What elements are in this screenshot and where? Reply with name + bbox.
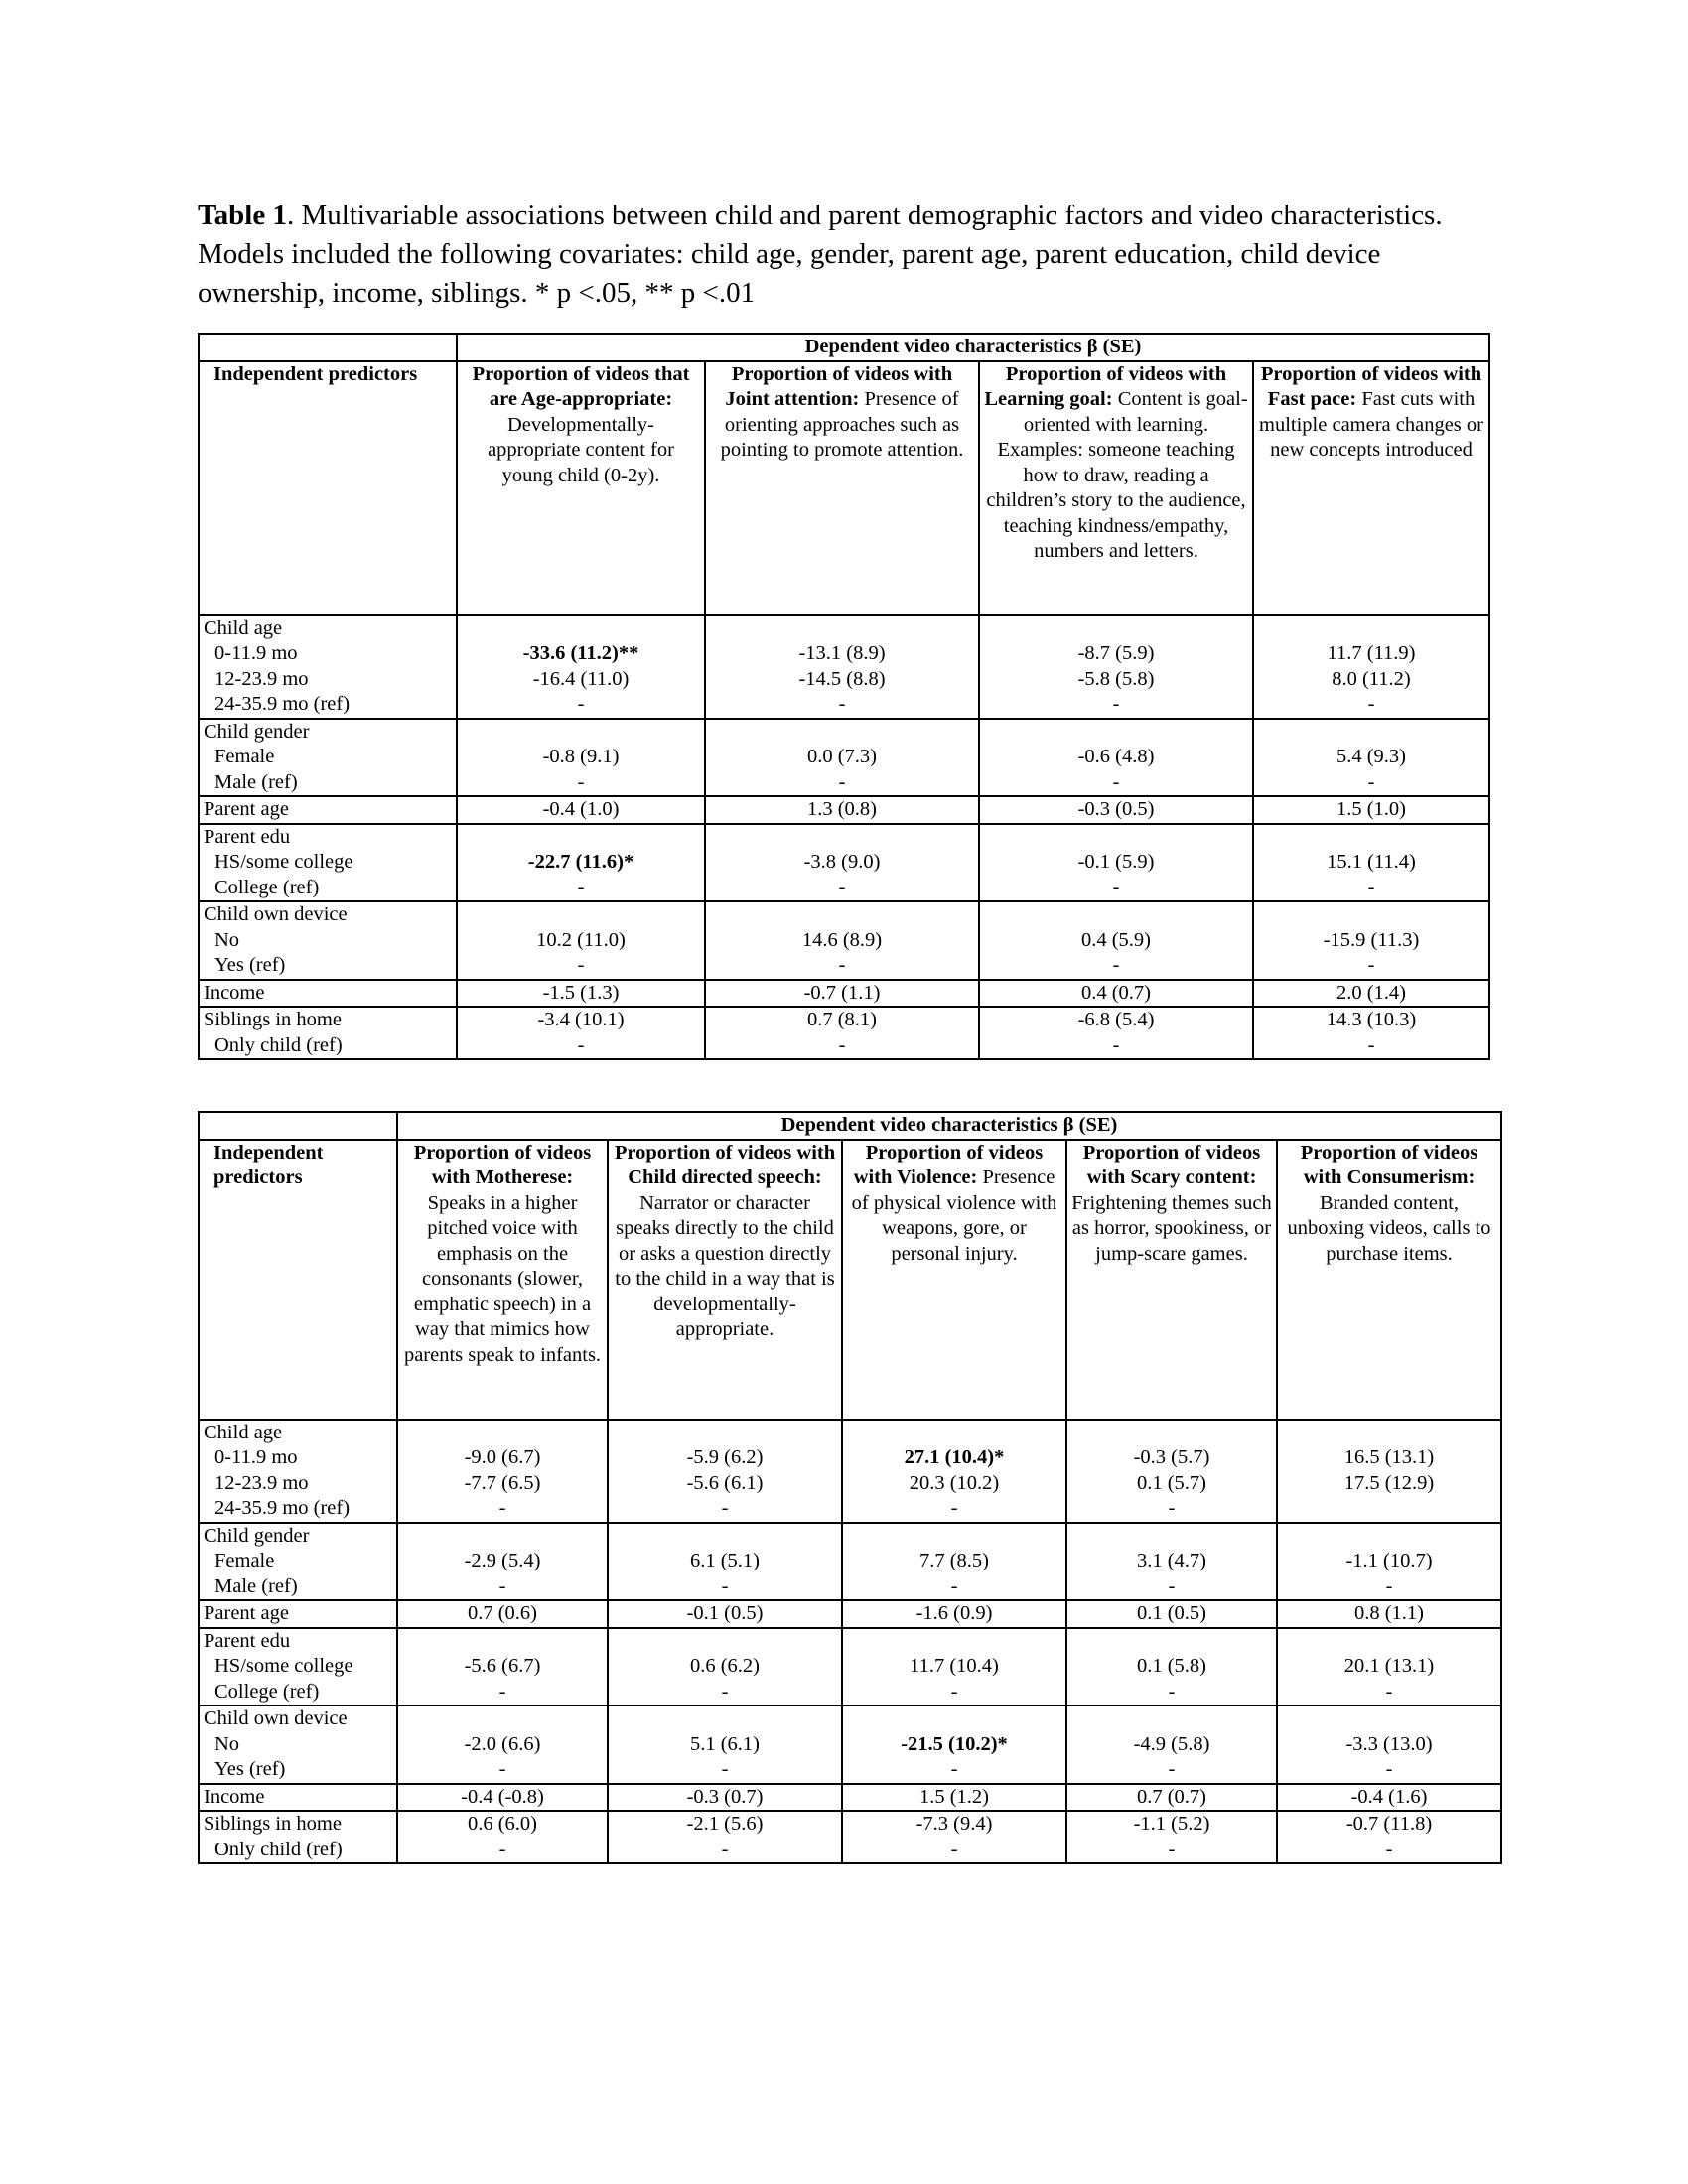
cell-value: - [721, 1758, 729, 1780]
cell-value: - [1385, 1680, 1393, 1703]
table-row [199, 824, 1489, 902]
cell-value: -22.7 (11.6)* [527, 851, 634, 873]
cell-value: - [1168, 1497, 1176, 1519]
cell-value: - [498, 1758, 506, 1780]
table-row [199, 1600, 1501, 1628]
row-label: Siblings in home Only child (ref) [199, 1811, 397, 1863]
cell-value: - [1168, 1838, 1176, 1860]
cell-value: -0.4 (-0.8) [397, 1784, 608, 1812]
cell-value: - [1385, 1574, 1393, 1597]
row-label: Income [199, 980, 457, 1008]
results-table-1 [198, 333, 1490, 1060]
cell-value: 8.0 (11.2) [1332, 667, 1411, 690]
row-label: Child gender Female Male (ref) [199, 719, 457, 797]
cell-value: -0.3 (0.5) [979, 796, 1253, 824]
cell-value: - [1367, 954, 1375, 976]
table-row [199, 901, 1489, 980]
cell-value: 20.3 (10.2) [909, 1471, 1000, 1494]
span-header-row [199, 334, 1489, 361]
cell-value: -6.8 (5.4) [1077, 1009, 1155, 1030]
row-label: Parent edu HS/some college College (ref) [199, 824, 457, 902]
table-row [199, 1811, 1501, 1863]
cell-value: 11.7 (11.9) [1327, 642, 1416, 664]
cell-value: - [1385, 1838, 1393, 1860]
row-label: Child gender Female Male (ref) [199, 1523, 397, 1601]
cell-value: 0.7 (0.6) [397, 1600, 608, 1628]
cell-value: -5.6 (6.1) [686, 1471, 764, 1494]
table-row [199, 1628, 1501, 1706]
cell-value: -7.7 (6.5) [464, 1471, 541, 1494]
cell-value: -1.1 (5.2) [1133, 1813, 1210, 1835]
cell-value: -0.6 (4.8) [1077, 746, 1155, 767]
cell-value: - [498, 1497, 506, 1519]
row-label: Child age 0-11.9 mo 12-23.9 mo 24-35.9 mo (ref) [199, 615, 457, 719]
cell-value: 16.5 (13.1) [1343, 1446, 1435, 1468]
row-label: Parent age [199, 796, 457, 824]
cell-value: -3.3 (13.0) [1345, 1732, 1433, 1755]
cell-value: - [1112, 693, 1120, 715]
cell-value: -1.1 (10.7) [1345, 1550, 1433, 1571]
cell-value: - [1112, 1033, 1120, 1056]
cell-value: - [1112, 954, 1120, 976]
cell-value: - [721, 1497, 729, 1519]
cell-value: - [1367, 770, 1375, 793]
caption-label: Table 1 [198, 200, 287, 231]
cell-value: 14.3 (10.3) [1326, 1009, 1417, 1030]
cell-value: 0.1 (5.7) [1136, 1471, 1207, 1494]
results-table-2 [198, 1111, 1502, 1864]
cell-value: - [721, 1838, 729, 1860]
cell-value: 11.7 (10.4) [910, 1655, 999, 1677]
cell-value: -2.0 (6.6) [464, 1732, 541, 1755]
cell-value: -0.3 (0.7) [608, 1784, 842, 1812]
cell-value: - [577, 954, 585, 976]
cell-value: - [950, 1497, 958, 1519]
cell-value: - [577, 770, 585, 793]
column-header: Proportion of videos with Scary content: Frightening themes such as horror, spookiness, or jump-scare games. [1066, 1140, 1277, 1420]
table-row [199, 615, 1489, 719]
predictor-header: Independent predictors [199, 1140, 397, 1420]
cell-value: 2.0 (1.4) [1253, 980, 1489, 1008]
cell-value: 10.2 (11.0) [536, 928, 626, 951]
cell-value: -0.1 (5.9) [1077, 851, 1155, 873]
cell-value: - [721, 1574, 729, 1597]
cell-value: -7.3 (9.4) [915, 1813, 993, 1835]
row-label: Child own device No Yes (ref) [199, 901, 457, 980]
cell-value: -15.9 (11.3) [1323, 928, 1420, 951]
cell-value: -21.5 (10.2)* [901, 1732, 1008, 1755]
cell-value: -2.9 (5.4) [464, 1550, 541, 1571]
row-label: Siblings in home Only child (ref) [199, 1007, 457, 1059]
row-label: Income [199, 1784, 397, 1812]
cell-value: - [1168, 1758, 1176, 1780]
cell-value: - [838, 954, 846, 976]
cell-value: -5.8 (5.8) [1077, 667, 1155, 690]
row-label: Child own device No Yes (ref) [199, 1706, 397, 1784]
cell-value: 6.1 (5.1) [689, 1550, 761, 1571]
cell-value: - [838, 693, 846, 715]
cell-value: -8.7 (5.9) [1077, 642, 1155, 664]
cell-value: - [721, 1680, 729, 1703]
cell-value: 0.1 (0.5) [1066, 1600, 1277, 1628]
cell-value: 5.1 (6.1) [689, 1732, 761, 1755]
cell-value: -3.8 (9.0) [803, 851, 881, 873]
column-header: Proportion of videos with Motherese: Speaks in a higher pitched voice with emphasis on the consonants (slower, emphatic speech) in a way that mimics how parents speak to infants. [397, 1140, 608, 1420]
table-row [199, 1706, 1501, 1784]
cell-value: -1.6 (0.9) [842, 1600, 1066, 1628]
cell-value: - [1385, 1758, 1393, 1780]
cell-value: -2.1 (5.6) [686, 1813, 764, 1835]
cell-value: - [1112, 876, 1120, 898]
cell-value: 3.1 (4.7) [1136, 1550, 1207, 1571]
cell-value: - [838, 1033, 846, 1056]
cell-value: -1.5 (1.3) [457, 980, 705, 1008]
cell-value: -16.4 (11.0) [532, 667, 630, 690]
cell-value: - [577, 693, 585, 715]
cell-value: 0.4 (0.7) [979, 980, 1253, 1008]
cell-value: - [950, 1758, 958, 1780]
table-caption [198, 197, 1498, 313]
table-row [199, 980, 1489, 1008]
column-header: Proportion of videos with Joint attention: Presence of orienting approaches such as pointing to promote attention. [705, 361, 979, 615]
cell-value: 15.1 (11.4) [1327, 851, 1416, 873]
cell-value: - [1367, 1033, 1375, 1056]
column-header-row [199, 1140, 1501, 1420]
cell-value: -5.6 (6.7) [464, 1655, 541, 1677]
cell-value: 0.7 (0.7) [1066, 1784, 1277, 1812]
row-label: Child age 0-11.9 mo 12-23.9 mo 24-35.9 mo (ref) [199, 1420, 397, 1523]
cell-value: -13.1 (8.9) [798, 642, 886, 664]
cell-value: -0.4 (1.0) [457, 796, 705, 824]
cell-value: 1.3 (0.8) [705, 796, 979, 824]
cell-value: - [498, 1680, 506, 1703]
cell-value: -9.0 (6.7) [464, 1446, 541, 1468]
cell-value: 17.5 (12.9) [1343, 1471, 1435, 1494]
cell-value: 0.1 (5.8) [1136, 1655, 1207, 1677]
cell-value: -0.1 (0.5) [608, 1600, 842, 1628]
cell-value: 20.1 (13.1) [1343, 1655, 1435, 1677]
cell-value: 0.8 (1.1) [1277, 1600, 1501, 1628]
column-header: Proportion of videos with Fast pace: Fast cuts with multiple camera changes or new concepts introduced [1253, 361, 1489, 615]
cell-value [1282, 1496, 1496, 1522]
table-row [199, 719, 1489, 797]
cell-value: -0.7 (1.1) [705, 980, 979, 1008]
cell-value: - [1168, 1680, 1176, 1703]
cell-value: - [950, 1574, 958, 1597]
cell-value: - [577, 876, 585, 898]
column-header: Proportion of videos that are Age-appropriate: Developmentally-appropriate content for young child (0-2y). [457, 361, 705, 615]
caption-text: . Multivariable associations between child and parent demographic factors and video characteristics. Models included the following covariates: child age, gender, parent age, parent education, child device ownership, income, siblings. * p <.05, ** p <.01 [198, 200, 1443, 309]
cell-value: -3.4 (10.1) [537, 1009, 625, 1030]
cell-value: -33.6 (11.2)** [522, 642, 639, 664]
column-header: Proportion of videos with Consumerism: Branded content, unboxing videos, calls to purchase items. [1277, 1140, 1501, 1420]
cell-value: -14.5 (8.8) [798, 667, 886, 690]
table-row [199, 1784, 1501, 1812]
cell-value: - [1367, 876, 1375, 898]
cell-value: -5.9 (6.2) [686, 1446, 764, 1468]
cell-value: 27.1 (10.4)* [904, 1446, 1005, 1468]
cell-value: - [950, 1838, 958, 1860]
cell-value: 1.5 (1.0) [1253, 796, 1489, 824]
row-label: Parent age [199, 1600, 397, 1628]
cell-value: -0.3 (5.7) [1133, 1446, 1210, 1468]
table-row [199, 796, 1489, 824]
column-header: Proportion of videos with Child directed speech: Narrator or character speaks directly to the child or asks a question directly to the child in a way that is developmentally-appropriate. [608, 1140, 842, 1420]
span-header-row [199, 1112, 1501, 1140]
cell-value: 0.4 (5.9) [1080, 928, 1152, 951]
table-row [199, 1420, 1501, 1523]
cell-value: 5.4 (9.3) [1336, 746, 1407, 767]
predictor-header: Independent predictors [199, 361, 457, 615]
cell-value: 1.5 (1.2) [842, 1784, 1066, 1812]
cell-value: - [498, 1574, 506, 1597]
cell-value: - [498, 1838, 506, 1860]
row-label: Parent edu HS/some college College (ref) [199, 1628, 397, 1706]
dependent-header: Dependent video characteristics β (SE) [457, 334, 1489, 361]
cell-value: - [950, 1680, 958, 1703]
cell-value: 0.0 (7.3) [806, 746, 878, 767]
cell-value: -0.7 (11.8) [1345, 1813, 1433, 1835]
cell-value: - [838, 770, 846, 793]
cell-value: 0.6 (6.0) [467, 1813, 538, 1835]
column-header-row [199, 361, 1489, 615]
dependent-header: Dependent video characteristics β (SE) [397, 1112, 1501, 1140]
cell-value: 0.6 (6.2) [689, 1655, 761, 1677]
cell-value: -4.9 (5.8) [1133, 1732, 1210, 1755]
table-row [199, 1523, 1501, 1601]
cell-value: - [1168, 1574, 1176, 1597]
cell-value: 7.7 (8.5) [918, 1550, 990, 1571]
cell-value: - [1367, 693, 1375, 715]
table-row [199, 1007, 1489, 1059]
cell-value: - [838, 876, 846, 898]
cell-value: -0.8 (9.1) [542, 746, 620, 767]
cell-value: - [1112, 770, 1120, 793]
cell-value: 14.6 (8.9) [801, 928, 883, 951]
cell-value: 0.7 (8.1) [806, 1009, 878, 1030]
cell-value: -0.4 (1.6) [1277, 1784, 1501, 1812]
cell-value: - [577, 1033, 585, 1056]
column-header: Proportion of videos with Violence: Presence of physical violence with weapons, gore, or personal injury. [842, 1140, 1066, 1420]
column-header: Proportion of videos with Learning goal: Content is goal-oriented with learning. Examples: someone teaching how to draw, reading a children’s story to the audience, teaching kindness/empathy, numbers and letters. [979, 361, 1253, 615]
